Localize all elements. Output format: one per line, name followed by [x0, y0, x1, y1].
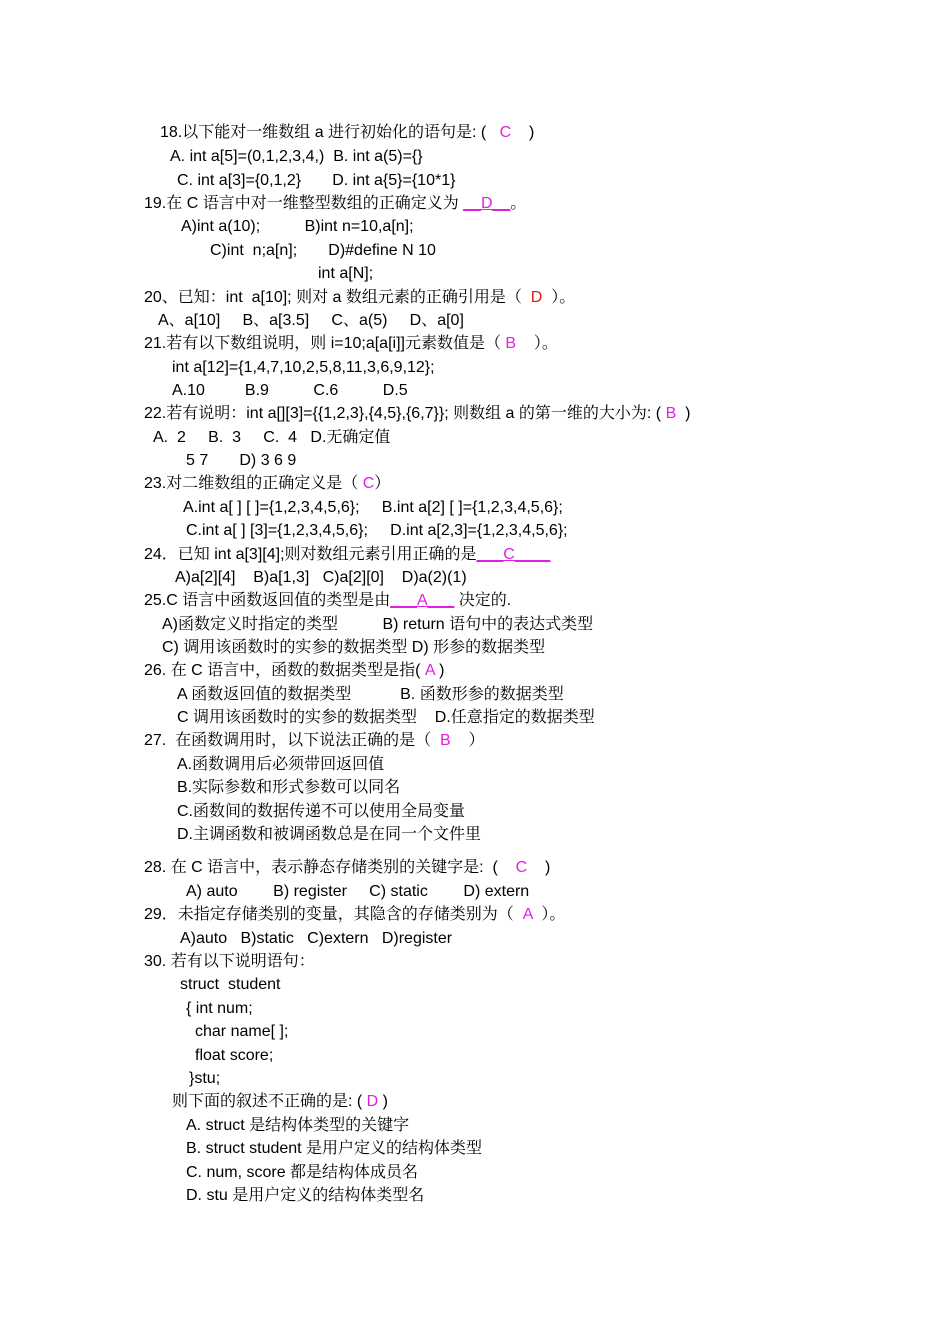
line-text: int a[N];: [318, 265, 374, 282]
line-text: A)int a(10); B)int n=10,a[n];: [181, 218, 414, 235]
line-text: C. int a[3]={0,1,2} D. int a{5}={10*1}: [177, 172, 456, 189]
text-line: [153, 428, 390, 448]
line-text: }stu;: [189, 1070, 221, 1087]
line-text: 则下面的叙述不正确的是: (: [172, 1093, 367, 1110]
text-line: [183, 498, 563, 518]
line-text: 29．未指定存储类别的变量，其隐含的存储类别为（: [144, 906, 523, 923]
line-text: char name[ ];: [195, 1023, 289, 1040]
line-text-tail: ): [527, 859, 551, 876]
line-text: 5 7 D) 3 6 9: [186, 452, 297, 469]
line-text: 27. 在函数调用时，以下说法正确的是（: [144, 732, 441, 749]
text-line: [177, 685, 564, 705]
text-line: [186, 1116, 409, 1136]
line-text: int a[12]={1,4,7,10,2,5,8,11,3,6,9,12};: [172, 359, 435, 376]
line-text: D. stu 是用户定义的结构体类型名: [186, 1187, 425, 1204]
answer-mark: C: [499, 124, 512, 141]
text-line: [186, 999, 253, 1019]
text-line: [162, 615, 593, 635]
text-line: [144, 952, 315, 972]
line-text: A. 2 B. 3 C. 4 D.无确定值: [153, 429, 391, 446]
text-line: [186, 882, 529, 902]
line-text-tail: ）: [450, 732, 485, 749]
text-line: [186, 521, 568, 541]
text-line: [144, 661, 445, 681]
line-text: A)函数定义时指定的类型 B) return 语句中的表达式类型: [162, 616, 594, 633]
text-line: [195, 1046, 273, 1066]
line-text: 21.若有以下数组说明，则 i=10;a[a[i]]元素数值是（: [144, 335, 506, 352]
answer-mark: C: [362, 475, 375, 492]
line-text: 24．已知 int a[3][4];则对数组元素引用正确的是: [144, 546, 477, 563]
text-line: [162, 638, 545, 658]
line-text: 23.对二维数组的正确定义是（: [144, 475, 363, 492]
answer-mark: A: [424, 662, 435, 679]
line-text: A.int a[ ] [ ]={1,2,3,4,5,6}; B.int a[2] [ ]={1,2,3,4,5,6};: [183, 499, 563, 516]
text-line: [186, 1139, 482, 1159]
answer-mark: A: [522, 906, 533, 923]
text-line: [180, 929, 452, 949]
line-text: A) auto B) register C) static D) extern: [186, 883, 530, 900]
answer-mark: D: [366, 1093, 379, 1110]
answer-mark: ___A___: [390, 592, 455, 609]
text-line: [177, 825, 481, 845]
line-text: float score;: [195, 1047, 274, 1064]
text-line: [144, 288, 575, 308]
line-text-tail: ）: [374, 475, 391, 492]
text-line: [144, 591, 511, 611]
text-line: [177, 802, 465, 822]
line-text-tail: ): [511, 124, 535, 141]
answer-mark: B: [440, 732, 451, 749]
text-line: [144, 545, 550, 565]
line-text: A. struct 是结构体类型的关键字: [186, 1117, 410, 1134]
text-line: [210, 241, 436, 261]
text-line: [181, 217, 414, 237]
text-line: [318, 264, 373, 284]
line-text-tail: ): [676, 405, 691, 422]
text-line: [144, 731, 485, 751]
line-text: B.实际参数和形式参数可以同名: [177, 779, 401, 796]
text-line: [144, 334, 558, 354]
line-text: D.主调函数和被调函数总是在同一个文件里: [177, 826, 482, 843]
line-text: A)a[2][4] B)a[1,3] C)a[2][0] D)a(2)(1): [175, 569, 467, 586]
text-line: [144, 905, 565, 925]
text-line: [170, 147, 423, 167]
line-text-tail: ): [434, 662, 445, 679]
line-text: struct student: [180, 976, 281, 993]
line-text-tail: 。: [510, 195, 527, 212]
text-line: [195, 1022, 288, 1042]
line-text: A.函数调用后必须带回返回值: [177, 756, 385, 773]
text-line: [177, 778, 400, 798]
text-line: [158, 311, 464, 331]
line-text: 30. 若有以下说明语句：: [144, 953, 315, 970]
answer-mark: ___C____: [476, 546, 551, 563]
line-text: 22.若有说明：int a[][3]={{1,2,3},{4,5},{6,7}}; 则数组 a 的第一维的大小为: (: [144, 405, 666, 422]
line-text: B. struct student 是用户定义的结构体类型: [186, 1140, 483, 1157]
text-line: [177, 708, 595, 728]
text-line: [172, 358, 435, 378]
line-text: A)auto B)static C)extern D)register: [180, 930, 453, 947]
line-text: 18.以下能对一维数组 a 进行初始化的语句是: (: [160, 124, 500, 141]
text-line: [189, 1069, 220, 1089]
answer-mark: __D__: [463, 195, 511, 212]
line-text: A 函数返回值的数据类型 B. 函数形参的数据类型: [177, 686, 564, 703]
answer-mark: B: [665, 405, 677, 422]
line-text: C.函数间的数据传递不可以使用全局变量: [177, 803, 466, 820]
text-line: [144, 404, 690, 424]
line-text: C.int a[ ] [3]={1,2,3,4,5,6}; D.int a[2,3]={1,2,3,4,5,6};: [186, 522, 568, 539]
text-line: [160, 123, 534, 143]
text-line: [172, 1092, 388, 1112]
answer-mark: D: [530, 289, 543, 306]
line-text: A.10 B.9 C.6 D.5: [172, 382, 408, 399]
line-text: A、a[10] B、a[3.5] C、a(5) D、a[0]: [158, 312, 464, 329]
line-text: C 调用该函数时的实参的数据类型 D.任意指定的数据类型: [177, 709, 595, 726]
text-line: [144, 194, 526, 214]
text-line: [186, 451, 296, 471]
answer-mark: C: [515, 859, 528, 876]
line-text: { int num;: [186, 1000, 253, 1017]
line-text: A. int a[5]=(0,1,2,3,4,) B. int a(5)={}: [170, 148, 423, 165]
line-text: 28. 在 C 语言中，表示静态存储类别的关键字是: (: [144, 859, 516, 876]
text-line: [180, 975, 281, 995]
line-text-tail: 决定的.: [454, 592, 512, 609]
text-line: [144, 858, 550, 878]
line-text-tail: ）。: [532, 906, 566, 923]
line-text: 20、已知：int a[10]; 则对 a 数组元素的正确引用是（: [144, 289, 531, 306]
line-text: 19.在 C 语言中对一维整型数组的正确定义为: [144, 195, 464, 212]
text-line: [186, 1163, 418, 1183]
line-text: 26. 在 C 语言中，函数的数据类型是指(: [144, 662, 425, 679]
line-text-tail: ）。: [542, 289, 576, 306]
line-text: 25.C 语言中函数返回值的类型是由: [144, 592, 391, 609]
text-line: [177, 755, 384, 775]
text-line: [175, 568, 467, 588]
line-text: C) 调用该函数时的实参的数据类型 D) 形参的数据类型: [162, 639, 546, 656]
line-text: C. num, score 都是结构体成员名: [186, 1164, 419, 1181]
text-line: [186, 1186, 424, 1206]
line-text-tail: ）。: [516, 335, 558, 352]
answer-mark: B: [505, 335, 517, 352]
line-text: C)int n;a[n]; D)#define N 10: [210, 242, 436, 259]
text-line: [172, 381, 408, 401]
text-line: [177, 171, 455, 191]
line-text-tail: ): [378, 1093, 389, 1110]
text-line: [144, 474, 390, 494]
